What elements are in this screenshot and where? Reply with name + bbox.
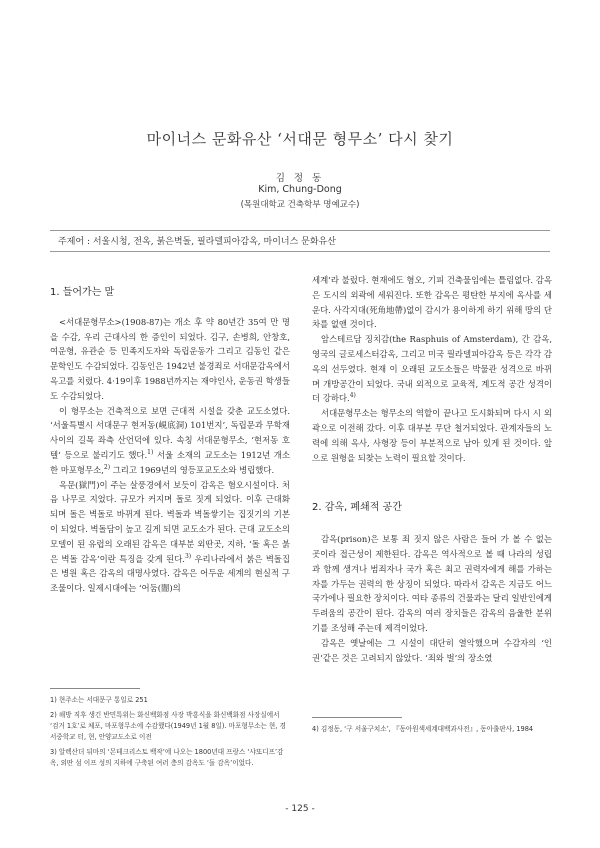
intro-paragraph-2 (50, 404, 290, 478)
author-affiliation: (목원대학교 건축학부 명예교수) (240, 200, 360, 210)
intro-paragraph-3-tail: 우리나라에서 붉은 벽돌집은 병원 혹은 감옥의 대명사였다. 감옥은 어두운 세계의 현실적 구조물이다. 일제시대에는 ‘어둠(闇)의 (50, 553, 290, 594)
intro-paragraph-3-text: 옥문(獄門)이 주는 살풍경에서 보듯이 감옥은 혐오시설이다. 처음 나무로 지었다. 규모가 커지며 돌로 짓게 되었다. 이후 근대화 되며 돌은 벽돌로 바뀌게 된다. 벽돌과 벽돌쌓기는 집짓기의 기본이 되었다. 벽돌담이 높고 길게 되면 교도소가 된다. 근대 교도소의 모델이 된 유럽의 오래된 감옥은 대부분 외딴곳, 지하, ‘돌 혹은 붉은 벽돌 감옥’이란 특징을 갖게 된다. (50, 479, 290, 564)
intro-paragraph-2-text: 이 형무소는 건축적으로 보면 근대적 시설을 갖춘 교도소였다. ‘서울특별시 서대문구 현저동(峴底洞) 101번지’, 독립문과 무학재 사이의 길목 좌측 산언덕에 있다. 속칭 서대문형무소, ‘현저동 호텔’ 등으로 불리기도 했다. (50, 405, 290, 460)
intro-paragraph-2-end: 그리고 1969년의 영등포교도소와 병립했다. (112, 464, 275, 475)
footnote-4: 4) 김정동, ‘구 서울구치소’, 『동아원색세계대백과사전』, 동아출판사, 1984 (312, 725, 534, 733)
footnote-3: 3) 알렉산더 뒤마의 ‘몬테크리스토 백작’에 나오는 1800년대 프랑스 ‘샤또디프’감옥, 외딴 섬 이프 성의 지하에 구축된 여러 층의 감옥도 ‘돌 감옥’이었다. (50, 748, 284, 767)
footnotes-left (50, 688, 290, 773)
right-paragraph-2 (312, 332, 552, 406)
footnote-ref-4: 4) (349, 392, 356, 400)
paper-title: 마이너스 문화유산 ‘서대문 형무소’ 다시 찾기 (146, 130, 454, 148)
footnote-divider-right (312, 717, 402, 718)
page-number: - 125 - (285, 804, 315, 814)
intro-paragraph-2-tail: 서울 소재의 교도소는 1912년 개소한 마포형무소, (50, 449, 290, 475)
keywords-box: 주제어 : 서울시청, 전옥, 붉은벽돌, 필라델피아감옥, 마이너스 문화유산 (50, 230, 550, 252)
right-paragraph-4: 감옥(prison)은 보통 죄 짓지 않은 사람은 들어 가 볼 수 없는 곳이라 접근성이 제한된다. 감옥은 역사적으로 볼 때 나라의 성립과 함께 생겨나 범죄자나 국가 혹은 최고 권력자에게 해를 가하는 자를 가두는 권력의 한 상징이 되었다. 따라서 감옥은 지금도 어느 국가에나 필요한 장치이다. 여타 종류의 건물과는 달리 일반인에게 두려움의 공간이 된다. 감옥의 여러 장치들은 감옥의 음울한 분위기를 조성해 주는데 제격이었다. (312, 534, 552, 633)
right-paragraph-1: 세계’라 불렀다. 현재에도 혐오, 기피 건축물임에는 틀림없다. 감옥은 도시의 외곽에 세워진다. 또한 감옥은 평탄한 부지에 옥사를 세운다. 사각지대(死角地帶)없이 감시가 용이하게 하기 위해 땅의 단차를 없앤 것이다. (312, 275, 552, 330)
section-heading-prison: 2. 감옥, 폐쇄적 공간 (312, 502, 402, 514)
footnote-ref-1: 1) (147, 449, 154, 457)
footnote-ref-3: 3) (184, 552, 192, 560)
right-paragraph-2-text: 암스테르담 징치감(the Rasphuis of Amsterdam), 간 감옥, 영국의 글로세스터감옥, 그리고 미국 필라델피아감옥 등은 각각 감옥의 선두였다. 현재 이 오래된 교도소들은 박물관 성격으로 바뀌며 개방공간이 되었다. 국내 외적으로 교육적, 계도적 공간 성격이 더 강하다. (312, 334, 552, 404)
author-name-english: Kim, Chung-Dong (258, 184, 342, 195)
footnote-ref-2: 2) (103, 463, 111, 471)
footnote-2: 2) 해방 직후 생긴 반민특위는 화신백화점 사장 박흥식을 화신백화점 사장실에서 ‘검거 1호’로 체포, 마포형무소에 수감했다(1949년 1월 8일). 마포형무소는 현, 경서중학교 터, 현, 안양교도소로 이전 (50, 711, 286, 741)
right-column (312, 273, 552, 665)
right-paragraph-3: 서대문형무소는 형무소의 역할이 끝나고 도시화되며 다시 시 외곽으로 이전해 갔다. 이후 대부분 무단 철거되었다. 관계자들의 노력에 의해 옥사, 사형장 등이 부분적으로 남아 있게 된 것이다. 앞으로 원형을 되찾는 노력이 필요할 것이다. (312, 408, 552, 463)
section-heading-intro: 1. 들어가는 말 (50, 287, 115, 298)
footnote-divider (50, 688, 140, 689)
left-column (50, 286, 290, 596)
intro-paragraph-1: <서대문형무소>(1908-87)는 개소 후 약 80년간 35여 만 명을 수감, 우리 근대사의 한 증인이 되었다. 김구, 손병희, 안창호, 여운형, 유관순 등 민족지도자와 독립운동가 그리고 김동인 같은 문학인도 수감되었다. 김동인은 1942년 불경죄로 서대문감옥에서 옥고를 치렀다. 4·19이후 1988년까지는 재야인사, 운동권 학생들도 수감되었다. (50, 316, 290, 401)
footnote-1: 1) 현주소는 서대문구 통일로 251 (50, 696, 148, 704)
footnotes-right (312, 717, 552, 735)
intro-paragraph-3 (50, 478, 290, 596)
author-name-korean: 김 정 동 (275, 173, 325, 184)
right-paragraph-5: 감옥은 옛날에는 그 시설이 대단히 열악했으며 수감자의 ‘인권’같은 것은 고려되지 않았다. ‘죄와 벌’의 장소였 (312, 637, 552, 663)
